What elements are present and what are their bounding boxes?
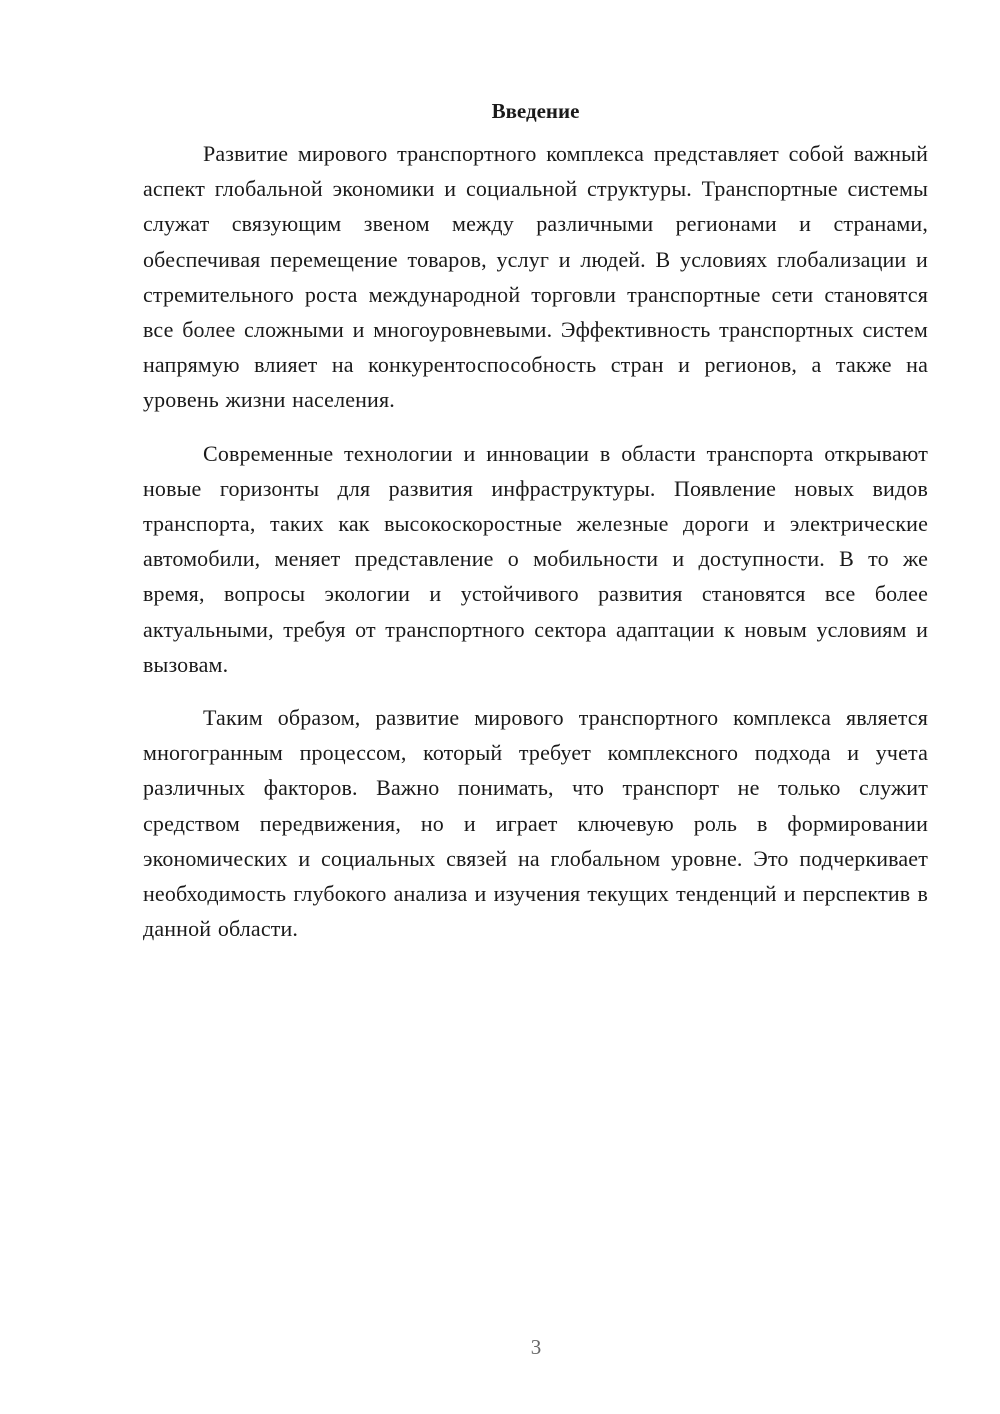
page-number: 3 <box>530 1335 542 1359</box>
document-body <box>143 90 928 946</box>
paragraph-1: Развитие мирового транспортного комплекса представляет собой важный аспект глобальной экономики и социальной структуры. Транспортные системы служат связующим звеном между различными регионами и странами, обеспечивая перемещение товаров, услуг и людей. В условиях глобализации и стремительного роста международной торговли транспортные сети становятся все более сложными и многоуровневыми. Эффективность транспортных систем напрямую влияет на конкурентоспособность стран и регионов, а также на уровень жизни населения. <box>143 141 928 413</box>
section-title: Введение <box>491 99 580 123</box>
paragraph-2: Современные технологии и инновации в области транспорта открывают новые горизонты для развития инфраструктуры. Появление новых видов транспорта, таких как высокоскоростные железные дороги и электрические автомобили, меняет представление о мобильности и доступности. В то же время, вопросы экологии и устойчивого развития становятся все более актуальными, требуя от транспортного сектора адаптации к новым условиям и вызовам. <box>143 440 928 677</box>
paragraph-3: Таким образом, развитие мирового транспортного комплекса является многогранным процессом, который требует комплексного подхода и учета различных факторов. Важно понимать, что транспорт не только служит средством передвижения, но и играет ключевую роль в формировании экономических и социальных связей на глобальном уровне. Это подчеркивает необходимость глубокого анализа и изучения текущих тенденций и перспектив в данной области. <box>143 705 928 942</box>
